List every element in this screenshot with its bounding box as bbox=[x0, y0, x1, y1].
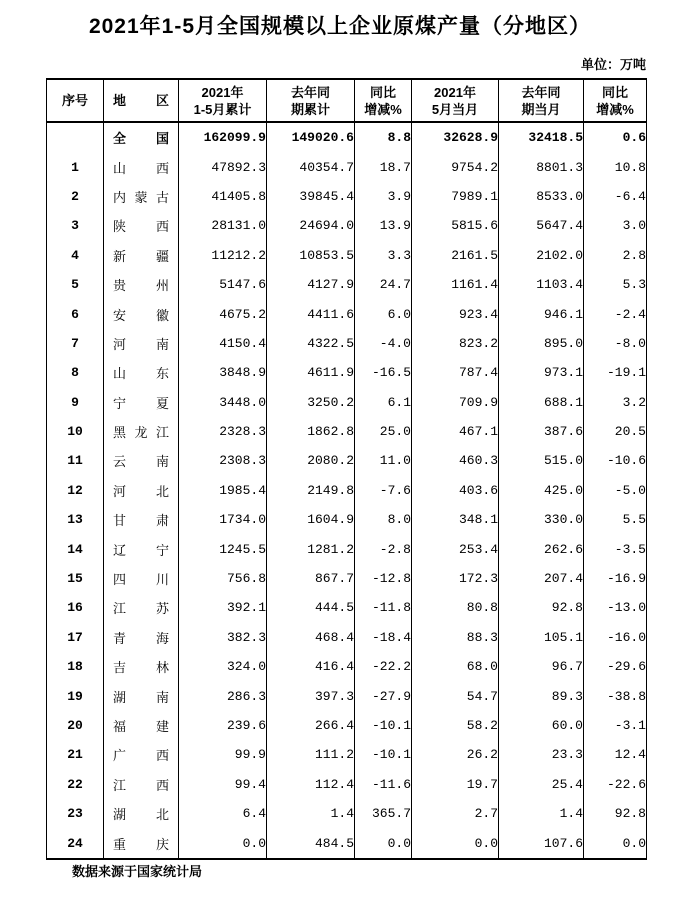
cell-value: 973.1 bbox=[499, 358, 584, 387]
cell-value: 80.8 bbox=[412, 593, 499, 622]
cell-value: 60.0 bbox=[499, 711, 584, 740]
cell-value: 5147.6 bbox=[179, 270, 267, 299]
cell-region bbox=[104, 623, 179, 652]
cell-value: 2.7 bbox=[412, 799, 499, 828]
cell-value: -13.0 bbox=[584, 593, 647, 622]
region-name: 青海 bbox=[113, 630, 169, 646]
cell-value: 3250.2 bbox=[267, 388, 355, 417]
cell-seq: 8 bbox=[71, 365, 79, 381]
region-name: 四川 bbox=[113, 572, 169, 588]
cell-value: 89.3 bbox=[499, 681, 584, 710]
cell-value: 4411.6 bbox=[267, 299, 355, 328]
table-row bbox=[47, 241, 647, 270]
cell-value: 2149.8 bbox=[267, 476, 355, 505]
cell-value: 382.3 bbox=[179, 623, 267, 652]
cell-region bbox=[104, 711, 179, 740]
table-row bbox=[47, 152, 647, 181]
region-name: 山西 bbox=[113, 160, 169, 176]
cell-seq: 13 bbox=[67, 512, 83, 528]
cell-seq: 6 bbox=[71, 306, 79, 322]
cell-value: -16.0 bbox=[584, 623, 647, 652]
cell-value: -11.8 bbox=[355, 593, 412, 622]
cell-region bbox=[104, 241, 179, 270]
table-row bbox=[47, 476, 647, 505]
table-row bbox=[47, 505, 647, 534]
cell-value: -22.2 bbox=[355, 652, 412, 681]
cell-value: 172.3 bbox=[412, 564, 499, 593]
cell-value: 1245.5 bbox=[179, 534, 267, 563]
cell-seq: 23 bbox=[67, 806, 83, 822]
region-name: 甘肃 bbox=[113, 513, 169, 529]
cell-value: 10.8 bbox=[584, 152, 647, 181]
cell-value: 10853.5 bbox=[267, 241, 355, 270]
cell-value: -2.4 bbox=[584, 299, 647, 328]
cell-seq: 7 bbox=[71, 335, 79, 351]
cell-value: 99.9 bbox=[179, 740, 267, 769]
cell-value: -10.1 bbox=[355, 740, 412, 769]
region-name: 全国 bbox=[113, 131, 169, 147]
table-row bbox=[47, 770, 647, 799]
cell-value: 88.3 bbox=[412, 623, 499, 652]
cell-value: 13.9 bbox=[355, 211, 412, 240]
region-name: 福建 bbox=[113, 719, 169, 734]
table-row bbox=[47, 564, 647, 593]
cell-value: 3.9 bbox=[355, 182, 412, 211]
column-header-3 bbox=[267, 79, 355, 122]
column-header-text: 去年同 bbox=[290, 84, 330, 100]
cell-value: 416.4 bbox=[267, 652, 355, 681]
region-name: 河北 bbox=[113, 483, 169, 499]
cell-value: -3.1 bbox=[584, 711, 647, 740]
region-name: 湖北 bbox=[113, 807, 169, 823]
cell-value: 4611.9 bbox=[267, 358, 355, 387]
cell-value: 286.3 bbox=[179, 681, 267, 710]
cell-value: 28131.0 bbox=[179, 211, 267, 240]
column-header-text: 增减% bbox=[596, 101, 634, 117]
cell-value: 8.0 bbox=[355, 505, 412, 534]
cell-value: 397.3 bbox=[267, 681, 355, 710]
column-header-2 bbox=[179, 79, 267, 122]
cell-value: 47892.3 bbox=[179, 152, 267, 181]
table-row bbox=[47, 122, 647, 152]
cell-seq: 19 bbox=[67, 688, 83, 704]
region-name: 黑龙江 bbox=[113, 425, 169, 441]
cell-value: 6.1 bbox=[355, 388, 412, 417]
cell-value: 3.3 bbox=[355, 241, 412, 270]
region-name: 山东 bbox=[113, 366, 169, 382]
cell-value: 1985.4 bbox=[179, 476, 267, 505]
cell-region bbox=[104, 534, 179, 563]
region-name: 贵州 bbox=[113, 278, 169, 294]
cell-value: 387.6 bbox=[499, 417, 584, 446]
cell-region bbox=[104, 329, 179, 358]
cell-value: 26.2 bbox=[412, 740, 499, 769]
cell-value: 111.2 bbox=[267, 740, 355, 769]
table-row bbox=[47, 623, 647, 652]
cell-value: 324.0 bbox=[179, 652, 267, 681]
cell-value: 787.4 bbox=[412, 358, 499, 387]
table-row bbox=[47, 799, 647, 828]
column-header-4 bbox=[355, 79, 412, 122]
cell-value: 1862.8 bbox=[267, 417, 355, 446]
cell-value: -11.6 bbox=[355, 770, 412, 799]
cell-value: 1161.4 bbox=[412, 270, 499, 299]
cell-value: 468.4 bbox=[267, 623, 355, 652]
cell-value: -7.6 bbox=[355, 476, 412, 505]
table-header-row bbox=[47, 79, 647, 122]
cell-seq: 20 bbox=[67, 718, 83, 733]
table-body bbox=[47, 122, 647, 859]
cell-value: 92.8 bbox=[499, 593, 584, 622]
cell-value: 9754.2 bbox=[412, 152, 499, 181]
cell-seq: 4 bbox=[71, 247, 79, 263]
cell-value: 5.3 bbox=[584, 270, 647, 299]
cell-value: 24.7 bbox=[355, 270, 412, 299]
column-header-text: 期当月 bbox=[521, 101, 561, 117]
cell-value: 6.0 bbox=[355, 299, 412, 328]
cell-value: 3848.9 bbox=[179, 358, 267, 387]
cell-region bbox=[104, 211, 179, 240]
cell-value: 8.8 bbox=[355, 122, 412, 152]
cell-value: 4322.5 bbox=[267, 329, 355, 358]
cell-value: 756.8 bbox=[179, 564, 267, 593]
table-row bbox=[47, 270, 647, 299]
table-row bbox=[47, 740, 647, 769]
cell-value: 1734.0 bbox=[179, 505, 267, 534]
coal-production-table bbox=[46, 78, 647, 860]
column-header-1 bbox=[104, 79, 179, 122]
cell-value: 239.6 bbox=[179, 711, 267, 740]
cell-value: 392.1 bbox=[179, 593, 267, 622]
table-row bbox=[47, 388, 647, 417]
cell-value: -19.1 bbox=[584, 358, 647, 387]
region-name: 陕西 bbox=[113, 219, 169, 235]
cell-value: 0.0 bbox=[584, 828, 647, 858]
cell-seq: 10 bbox=[67, 424, 83, 440]
cell-region bbox=[104, 770, 179, 799]
cell-value: 2102.0 bbox=[499, 241, 584, 270]
page-title: 2021年1-5月全国规模以上企业原煤产量（分地区） bbox=[88, 15, 592, 38]
cell-region bbox=[104, 388, 179, 417]
cell-value: -16.9 bbox=[584, 564, 647, 593]
region-name: 新疆 bbox=[113, 248, 169, 264]
cell-value: 8801.3 bbox=[499, 152, 584, 181]
column-header-text: 同比 bbox=[369, 84, 396, 100]
cell-value: 5815.6 bbox=[412, 211, 499, 240]
cell-value: 1281.2 bbox=[267, 534, 355, 563]
table-row bbox=[47, 681, 647, 710]
cell-value: 6.4 bbox=[179, 799, 267, 828]
cell-region bbox=[104, 799, 179, 828]
cell-value: 365.7 bbox=[355, 799, 412, 828]
cell-value: 266.4 bbox=[267, 711, 355, 740]
table-row bbox=[47, 299, 647, 328]
cell-value: 112.4 bbox=[267, 770, 355, 799]
source-note: 数据来源于国家统计局 bbox=[72, 864, 203, 879]
region-name: 河南 bbox=[113, 336, 169, 352]
cell-value: 515.0 bbox=[499, 446, 584, 475]
cell-value: 2.8 bbox=[584, 241, 647, 270]
cell-region bbox=[104, 564, 179, 593]
cell-value: 2161.5 bbox=[412, 241, 499, 270]
cell-value: -22.6 bbox=[584, 770, 647, 799]
cell-value: 68.0 bbox=[412, 652, 499, 681]
cell-value: 867.7 bbox=[267, 564, 355, 593]
cell-value: -6.4 bbox=[584, 182, 647, 211]
column-header-text: 2021年 bbox=[434, 84, 476, 100]
cell-value: 0.0 bbox=[355, 828, 412, 858]
cell-seq bbox=[47, 122, 104, 152]
table-row bbox=[47, 358, 647, 387]
cell-seq: 15 bbox=[67, 571, 83, 587]
column-header-text: 地区 bbox=[113, 93, 169, 108]
cell-region bbox=[104, 446, 179, 475]
cell-value: -38.8 bbox=[584, 681, 647, 710]
cell-value: 0.0 bbox=[412, 828, 499, 858]
cell-region bbox=[104, 652, 179, 681]
cell-value: 484.5 bbox=[267, 828, 355, 858]
cell-region bbox=[104, 358, 179, 387]
region-name: 广西 bbox=[113, 748, 169, 764]
cell-region bbox=[104, 476, 179, 505]
cell-value: -18.4 bbox=[355, 623, 412, 652]
cell-value: 688.1 bbox=[499, 388, 584, 417]
column-header-text: 序号 bbox=[61, 93, 88, 108]
cell-value: 107.6 bbox=[499, 828, 584, 858]
cell-seq: 5 bbox=[71, 277, 79, 293]
cell-value: 3448.0 bbox=[179, 388, 267, 417]
cell-region bbox=[104, 299, 179, 328]
cell-value: 25.4 bbox=[499, 770, 584, 799]
cell-value: 19.7 bbox=[412, 770, 499, 799]
column-header-text: 1-5月累计 bbox=[193, 101, 252, 117]
cell-value: 895.0 bbox=[499, 329, 584, 358]
column-header-7 bbox=[584, 79, 647, 122]
cell-value: -4.0 bbox=[355, 329, 412, 358]
cell-value: 2328.3 bbox=[179, 417, 267, 446]
column-header-text: 期累计 bbox=[290, 101, 330, 117]
cell-value: 5647.4 bbox=[499, 211, 584, 240]
cell-seq: 12 bbox=[67, 482, 83, 498]
cell-value: 1.4 bbox=[267, 799, 355, 828]
cell-value: 7989.1 bbox=[412, 182, 499, 211]
table-row bbox=[47, 828, 647, 858]
column-header-0 bbox=[47, 79, 104, 122]
column-header-text: 2021年 bbox=[201, 84, 244, 100]
cell-value: 4675.2 bbox=[179, 299, 267, 328]
cell-value: -5.0 bbox=[584, 476, 647, 505]
cell-value: 2308.3 bbox=[179, 446, 267, 475]
cell-value: 467.1 bbox=[412, 417, 499, 446]
column-header-text: 5月当月 bbox=[431, 101, 479, 117]
region-name: 辽宁 bbox=[113, 542, 169, 558]
region-name: 湖南 bbox=[113, 689, 169, 705]
cell-value: 32628.9 bbox=[412, 122, 499, 152]
cell-seq: 18 bbox=[67, 659, 83, 675]
cell-value: 709.9 bbox=[412, 388, 499, 417]
cell-region bbox=[104, 270, 179, 299]
cell-value: 1.4 bbox=[499, 799, 584, 828]
cell-value: 39845.4 bbox=[267, 182, 355, 211]
region-name: 宁夏 bbox=[113, 395, 169, 411]
cell-seq: 3 bbox=[71, 218, 79, 234]
cell-seq: 22 bbox=[67, 776, 83, 792]
cell-region bbox=[104, 152, 179, 181]
cell-value: 0.0 bbox=[179, 828, 267, 858]
unit-label: 单位：万吨 bbox=[580, 57, 646, 72]
cell-value: 32418.5 bbox=[499, 122, 584, 152]
region-name: 江苏 bbox=[113, 601, 169, 617]
cell-value: 24694.0 bbox=[267, 211, 355, 240]
cell-region bbox=[104, 505, 179, 534]
cell-value: 4127.9 bbox=[267, 270, 355, 299]
cell-value: -8.0 bbox=[584, 329, 647, 358]
column-header-6 bbox=[499, 79, 584, 122]
cell-seq: 24 bbox=[67, 835, 83, 851]
cell-value: 923.4 bbox=[412, 299, 499, 328]
table-row bbox=[47, 182, 647, 211]
cell-region bbox=[104, 417, 179, 446]
cell-value: 25.0 bbox=[355, 417, 412, 446]
cell-value: 11212.2 bbox=[179, 241, 267, 270]
cell-value: 0.6 bbox=[584, 122, 647, 152]
cell-region bbox=[104, 828, 179, 858]
cell-value: -3.5 bbox=[584, 534, 647, 563]
cell-value: 58.2 bbox=[412, 711, 499, 740]
table-row bbox=[47, 711, 647, 740]
cell-value: 403.6 bbox=[412, 476, 499, 505]
table-header bbox=[47, 79, 647, 122]
cell-value: 4150.4 bbox=[179, 329, 267, 358]
cell-value: 425.0 bbox=[499, 476, 584, 505]
cell-value: -29.6 bbox=[584, 652, 647, 681]
cell-value: 162099.9 bbox=[179, 122, 267, 152]
cell-value: -27.9 bbox=[355, 681, 412, 710]
column-header-text: 去年同 bbox=[521, 84, 561, 100]
cell-region bbox=[104, 681, 179, 710]
cell-value: 262.6 bbox=[499, 534, 584, 563]
cell-value: 92.8 bbox=[584, 799, 647, 828]
cell-value: 99.4 bbox=[179, 770, 267, 799]
cell-value: 23.3 bbox=[499, 740, 584, 769]
cell-region bbox=[104, 122, 179, 152]
cell-value: 823.2 bbox=[412, 329, 499, 358]
column-header-text: 增减% bbox=[364, 101, 402, 117]
cell-value: 348.1 bbox=[412, 505, 499, 534]
cell-value: 96.7 bbox=[499, 652, 584, 681]
cell-region bbox=[104, 182, 179, 211]
cell-value: 330.0 bbox=[499, 505, 584, 534]
cell-value: 444.5 bbox=[267, 593, 355, 622]
cell-value: 2080.2 bbox=[267, 446, 355, 475]
cell-value: 20.5 bbox=[584, 417, 647, 446]
cell-value: -10.6 bbox=[584, 446, 647, 475]
table-row bbox=[47, 593, 647, 622]
cell-seq: 11 bbox=[67, 453, 83, 469]
table-row bbox=[47, 211, 647, 240]
cell-value: 12.4 bbox=[584, 740, 647, 769]
cell-value: 460.3 bbox=[412, 446, 499, 475]
cell-value: 11.0 bbox=[355, 446, 412, 475]
cell-seq: 9 bbox=[71, 394, 79, 410]
table-row bbox=[47, 534, 647, 563]
cell-seq: 16 bbox=[67, 600, 83, 616]
table-row bbox=[47, 446, 647, 475]
region-name: 内蒙古 bbox=[113, 189, 169, 205]
cell-value: 946.1 bbox=[499, 299, 584, 328]
cell-value: 41405.8 bbox=[179, 182, 267, 211]
cell-value: 1103.4 bbox=[499, 270, 584, 299]
cell-value: 5.5 bbox=[584, 505, 647, 534]
column-header-text: 同比 bbox=[601, 84, 628, 100]
cell-value: -2.8 bbox=[355, 534, 412, 563]
cell-seq: 2 bbox=[71, 188, 79, 204]
cell-value: 3.2 bbox=[584, 388, 647, 417]
table-row bbox=[47, 329, 647, 358]
table-row bbox=[47, 652, 647, 681]
region-name: 重庆 bbox=[113, 836, 169, 852]
region-name: 云南 bbox=[113, 454, 169, 470]
cell-value: 54.7 bbox=[412, 681, 499, 710]
cell-seq: 21 bbox=[67, 747, 83, 763]
table-row bbox=[47, 417, 647, 446]
cell-value: -12.8 bbox=[355, 564, 412, 593]
cell-seq: 1 bbox=[71, 159, 79, 175]
cell-value: 253.4 bbox=[412, 534, 499, 563]
cell-value: -10.1 bbox=[355, 711, 412, 740]
cell-value: 18.7 bbox=[355, 152, 412, 181]
cell-value: 40354.7 bbox=[267, 152, 355, 181]
cell-value: 207.4 bbox=[499, 564, 584, 593]
cell-value: 1604.9 bbox=[267, 505, 355, 534]
cell-seq: 14 bbox=[67, 541, 83, 557]
region-name: 江西 bbox=[113, 777, 169, 793]
cell-seq: 17 bbox=[67, 629, 83, 645]
cell-region bbox=[104, 593, 179, 622]
region-name: 吉林 bbox=[113, 660, 169, 676]
cell-value: -16.5 bbox=[355, 358, 412, 387]
region-name: 安徽 bbox=[113, 307, 169, 323]
cell-value: 8533.0 bbox=[499, 182, 584, 211]
cell-region bbox=[104, 740, 179, 769]
cell-value: 3.0 bbox=[584, 211, 647, 240]
cell-value: 105.1 bbox=[499, 623, 584, 652]
column-header-5 bbox=[412, 79, 499, 122]
cell-value: 149020.6 bbox=[267, 122, 355, 152]
